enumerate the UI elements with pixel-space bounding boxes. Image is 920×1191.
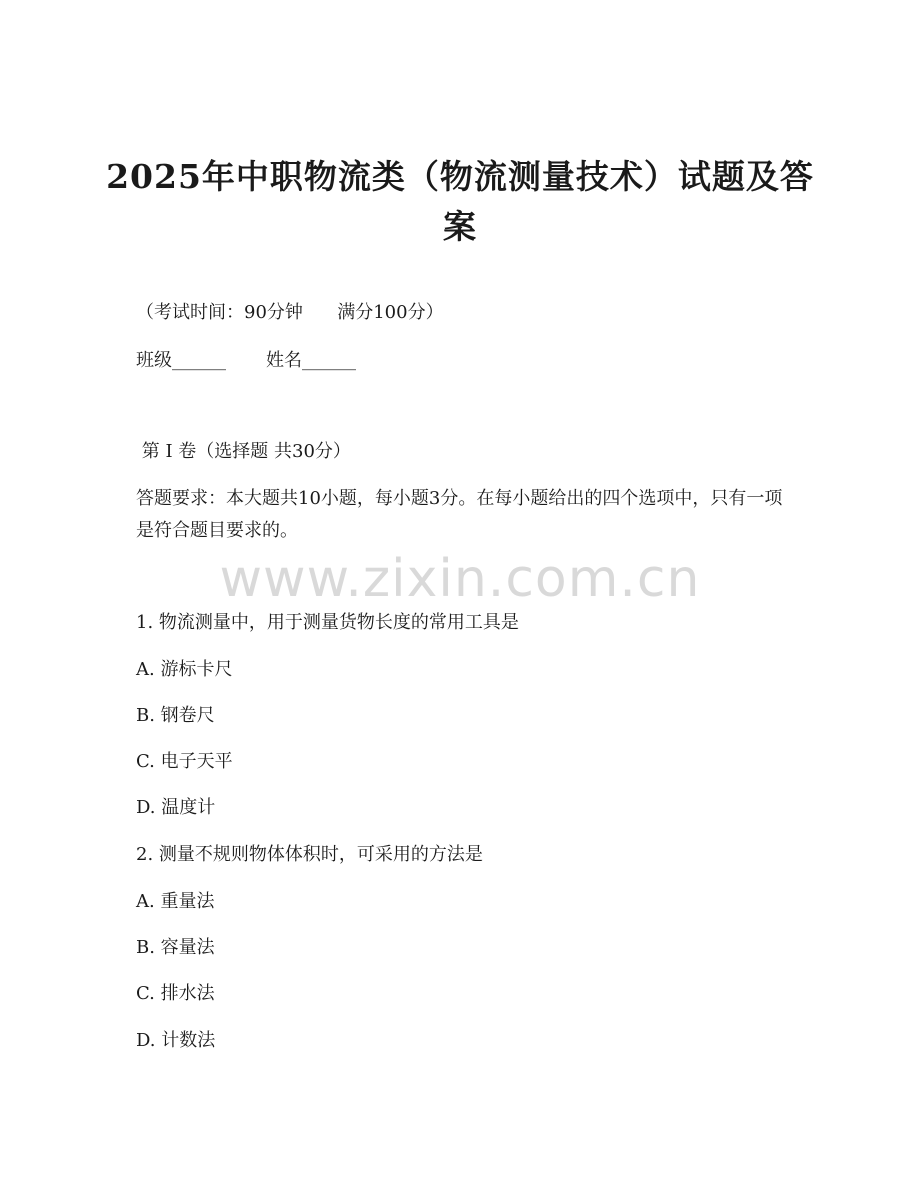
option-b: B. 钢卷尺	[136, 705, 215, 726]
class-name-line: 班级______ 姓名______	[136, 350, 357, 371]
option-c: C. 电子天平	[136, 751, 233, 772]
option-b: B. 容量法	[136, 937, 215, 958]
option-c: C. 排水法	[136, 983, 215, 1004]
watermark: www.zixin.com.cn	[219, 549, 701, 609]
question-stem: 1. 物流测量中，用于测量货物长度的常用工具是	[136, 612, 519, 633]
question-stem: 2. 测量不规则物体体积时，可采用的方法是	[136, 844, 483, 865]
instructions: 答题要求：本大题共10小题，每小题3分。在每小题给出的四个选项中，只有一项是符合题目要求的。	[136, 488, 783, 541]
option-d: D. 计数法	[136, 1030, 216, 1051]
exam-info: （考试时间：90分钟 满分100分）	[136, 302, 444, 323]
option-a: A. 重量法	[136, 891, 215, 912]
option-a: A. 游标卡尺	[136, 659, 233, 680]
section-heading: 第 I 卷（选择题 共30分）	[136, 441, 351, 462]
option-d: D. 温度计	[136, 797, 216, 818]
document-title: 2025年中职物流类（物流测量技术）试题及答案	[106, 157, 814, 246]
